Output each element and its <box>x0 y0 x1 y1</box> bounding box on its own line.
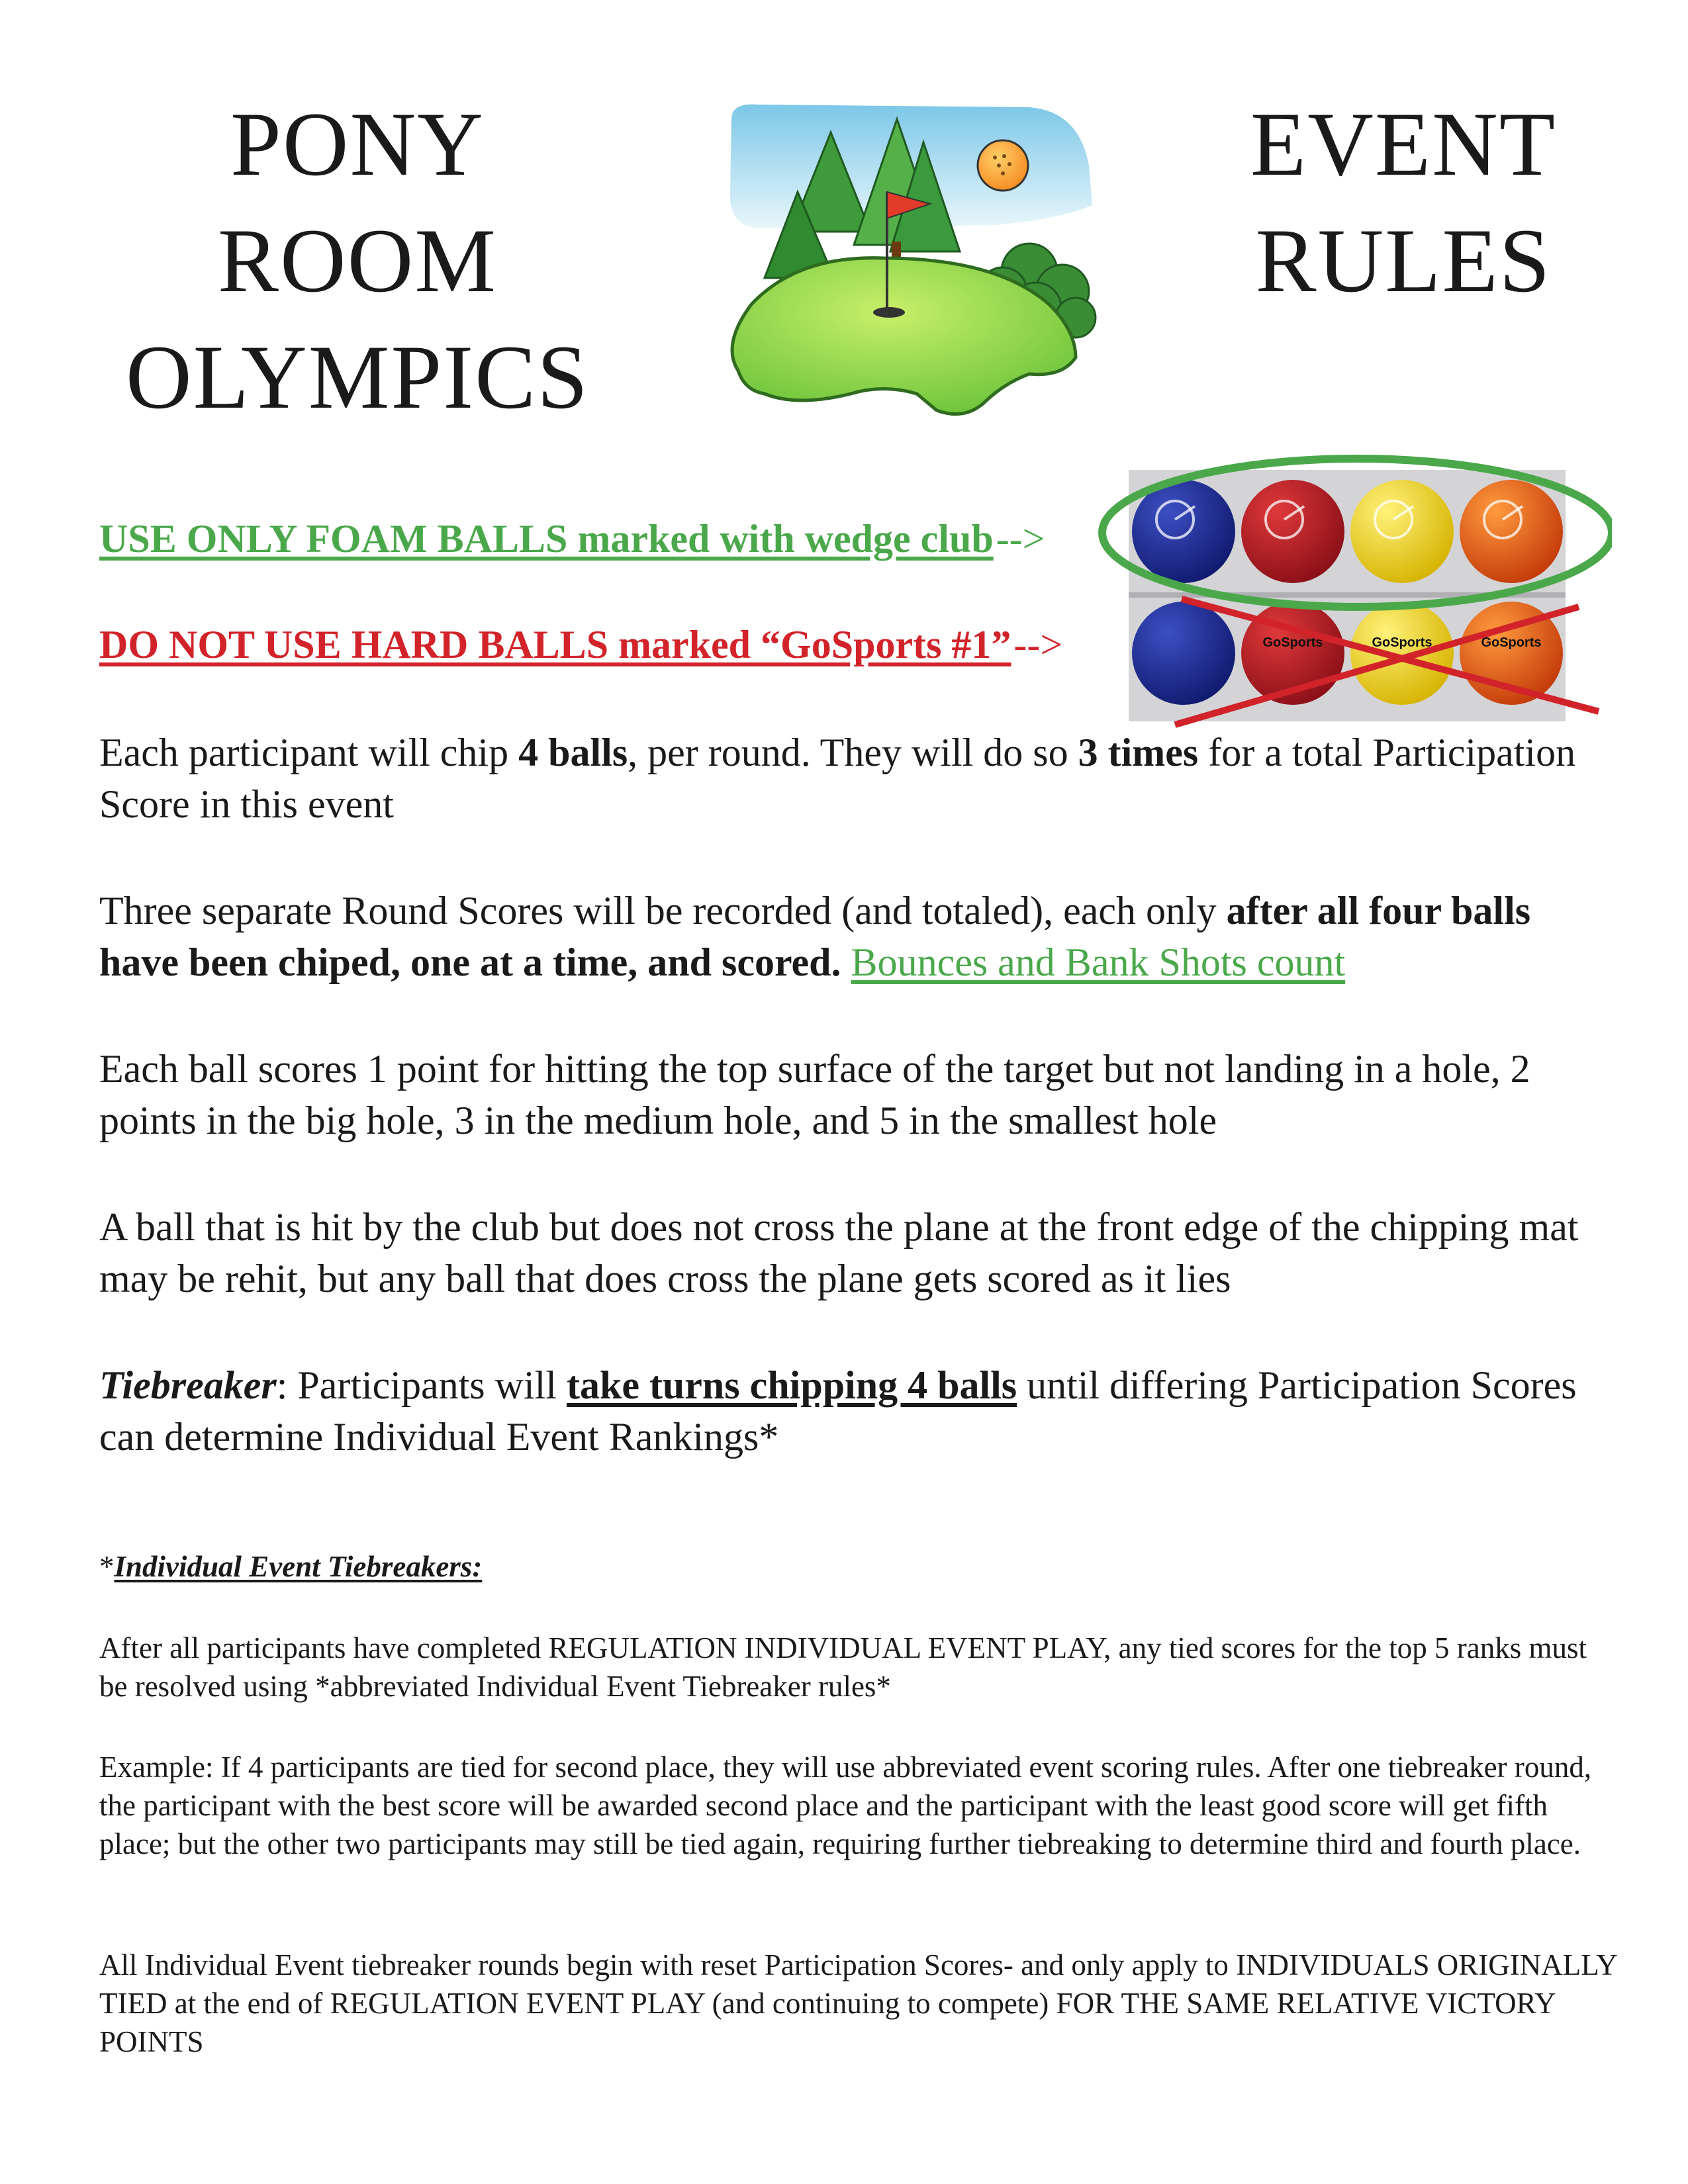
p1-bold-balls: 4 balls <box>518 731 628 774</box>
foam-arrow: --> <box>996 517 1045 561</box>
title-right-line-1: EVENT <box>1250 93 1557 195</box>
foam-balls-text: USE ONLY FOAM BALLS marked with wedge club <box>99 517 994 561</box>
rule-paragraph-2 <box>99 885 1609 988</box>
hard-ball-label: GoSports <box>1481 635 1542 650</box>
p1-bold-times: 3 times <box>1078 731 1199 774</box>
rule-paragraph-tiebreaker <box>99 1359 1609 1463</box>
bounces-note: Bounces and Bank Shots count <box>851 940 1346 984</box>
footnote-heading-text: Individual Event Tiebreakers: <box>114 1550 483 1583</box>
p1-text-e: for a total Participation Score in this event <box>99 731 1576 826</box>
p2-text-a: Three separate Round Scores will be recorded (and totaled), each only <box>99 889 1227 933</box>
p5-text-c: until differing Participation Scores can determine Individual Event Rankings* <box>99 1363 1577 1459</box>
p5-underlined: take turns chipping 4 balls <box>566 1363 1017 1407</box>
rule-paragraph-3: Each ball scores 1 point for hitting the top surface of the target but not landing in a hole, 2 points in the big hole, 3 in the medium hole, and 5 in the smallest hole <box>99 1047 1530 1142</box>
title-event-rules <box>1198 86 1609 319</box>
footnote-paragraph-1: After all participants have completed REGULATION INDIVIDUAL EVENT PLAY, any tied scores for the top 5 ranks must be resolved using *abbreviated Individual Event Tiebreaker rules* <box>99 1631 1587 1703</box>
hard-balls-text: DO NOT USE HARD BALLS marked “GoSports #1” <box>99 623 1011 666</box>
hard-arrow: --> <box>1013 623 1063 666</box>
title-left-line-1: PONY <box>230 93 485 195</box>
hard-balls-rule <box>99 622 1062 668</box>
footnote-paragraph-3: All Individual Event tiebreaker rounds begin with reset Participation Scores- and only apply to INDIVIDUALS ORIGINALLY TIED at the end of REGULATION EVENT PLAY (and continuing to compete) FOR THE SAME RELATIVE VICTORY POINTS <box>99 1948 1617 2058</box>
footnote-heading <box>99 1547 1622 1586</box>
foam-balls-rule <box>99 516 1045 562</box>
footnote-paragraph-2: Example: If 4 participants are tied for second place, they will use abbreviated event scoring rules. After one tiebreaker round, the participant with the best score will be awarded second place and the participant with the least good score will get fifth place; but the other two participants may still be tied again, requiring further tiebreaking to determine third and fourth place. <box>99 1751 1592 1860</box>
title-left-line-3: OLYMPICS <box>125 326 589 428</box>
hard-ball-label: GoSports <box>1262 635 1323 650</box>
golf-balls-photo <box>1096 433 1612 728</box>
tiebreaker-label: Tiebreaker <box>99 1363 277 1407</box>
p5-text-a: : Participants will <box>276 1363 567 1407</box>
rule-paragraph-4: A ball that is hit by the club but does not cross the plane at the front edge of the chipping mat may be rehit, but any ball that does cross the plane gets scored as it lies <box>99 1205 1579 1300</box>
p2-space <box>841 940 851 984</box>
title-pony-room-olympics <box>99 86 616 435</box>
p2-bold: after all four balls have been chiped, one at a time, and scored. <box>99 889 1531 984</box>
rule-paragraph-1 <box>99 727 1609 830</box>
hard-ball-label: GoSports <box>1372 635 1432 650</box>
title-left-line-2: ROOM <box>217 210 498 311</box>
p1-text-a: Each participant will chip <box>99 731 519 774</box>
golf-course-logo <box>718 93 1102 424</box>
footnote-star: * <box>99 1550 115 1583</box>
p1-text-c: , per round. They will do so <box>628 731 1078 774</box>
title-right-line-2: RULES <box>1255 210 1552 311</box>
